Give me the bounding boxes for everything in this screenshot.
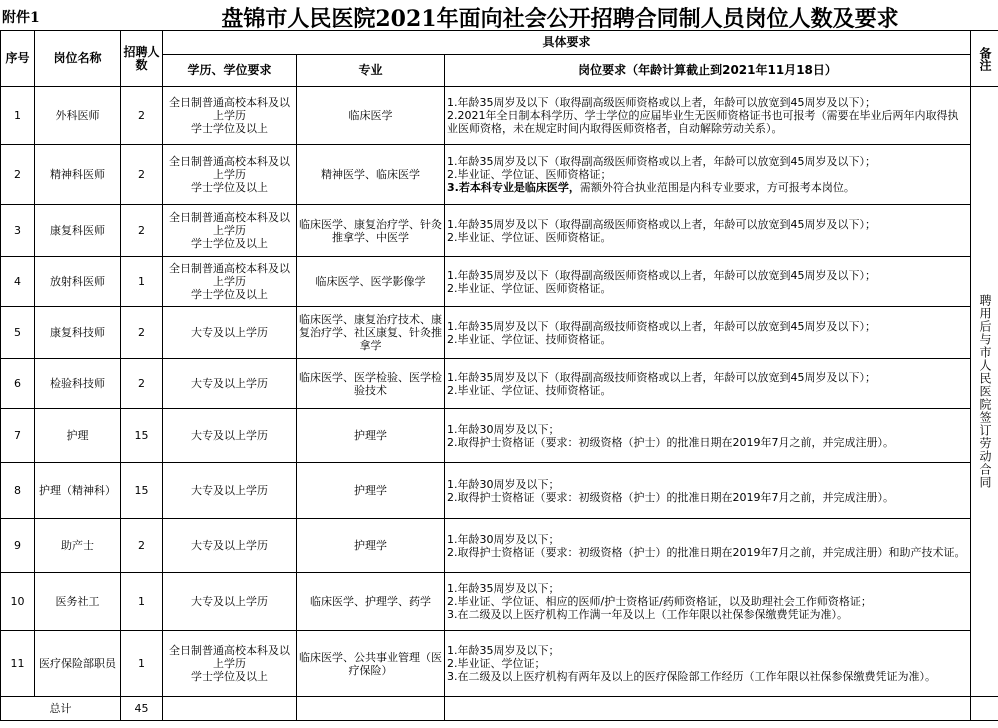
row-seq: 5: [1, 307, 35, 359]
requirement-line: 1.年龄30周岁及以下；: [447, 532, 560, 546]
row-count: 1: [121, 631, 163, 697]
row-major: 护理学: [297, 409, 445, 463]
row-seq: 1: [1, 87, 35, 145]
row-education: 大专及以上学历: [163, 409, 297, 463]
row-count: 15: [121, 463, 163, 519]
empty-cell: [163, 697, 297, 721]
requirement-line: 1.年龄35周岁及以下（取得副高级医师资格或以上者，年龄可以放宽到45周岁及以下）；: [447, 155, 876, 168]
row-position: 康复科医师: [35, 205, 121, 257]
row-requirements: [445, 145, 971, 205]
row-requirements: [445, 87, 971, 145]
row-count: 2: [121, 87, 163, 145]
col-requirements-header: 岗位要求（年龄计算截止到2021年11月18日）: [445, 55, 971, 87]
row-requirements: [445, 205, 971, 257]
table-row: [1, 409, 998, 463]
row-seq: 8: [1, 463, 35, 519]
row-seq: 7: [1, 409, 35, 463]
table-row: [1, 307, 998, 359]
table-row: [1, 145, 998, 205]
table-row: [1, 359, 998, 409]
requirement-line: 3.若本科专业是临床医学，需额外符合执业范围是内科专业要求，方可报考本岗位。: [447, 181, 855, 194]
table-row: [1, 257, 998, 307]
row-requirements: [445, 519, 971, 573]
requirement-line: 1.年龄35周岁及以下（取得副高级技师资格或以上者，年龄可以放宽到45周岁及以下）；: [447, 370, 876, 384]
row-position: 康复科技师: [35, 307, 121, 359]
row-seq: 6: [1, 359, 35, 409]
row-major: 临床医学、医学检验、医学检验技术: [297, 359, 445, 409]
requirement-line: 1.年龄35周岁及以下；: [447, 582, 560, 595]
row-requirements: [445, 463, 971, 519]
requirement-line: 2.毕业证、学位证、医师资格证；: [447, 168, 612, 181]
requirement-line: 2.2021年全日制本科学历、学士学位的应届毕业生无医师资格证书也可报考（需要在毕业后两年内取得执业医师资格，未在规定时间内取得医师资格者，自动解除劳动关系）。: [447, 109, 959, 135]
col-education-header: 学历、学位要求: [163, 55, 297, 87]
row-education: 全日制普通高校本科及以上学历 学士学位及以上: [163, 145, 297, 205]
empty-cell: [971, 697, 998, 721]
row-count: 2: [121, 519, 163, 573]
requirement-line: 2.毕业证、学位证、相应的医师/护士资格证/药师资格证，以及助理社会工作师资格证；: [447, 595, 872, 608]
row-requirements: [445, 257, 971, 307]
row-position: 外科医师: [35, 87, 121, 145]
requirement-line: 2.取得护士资格证（要求：初级资格（护士）的批准日期在2019年7月之前，并完成注册）和助产技术证。: [447, 545, 966, 559]
requirement-line: 1.年龄35周岁及以下（取得副高级医师资格或以上者，年龄可以放宽到45周岁及以下）；: [447, 268, 876, 282]
total-row: [1, 697, 998, 721]
row-count: 1: [121, 573, 163, 631]
row-count: 2: [121, 307, 163, 359]
row-requirements: [445, 573, 971, 631]
page-header: [0, 0, 998, 30]
row-major: 临床医学、康复治疗技术、康复治疗学、社区康复、针灸推拿学: [297, 307, 445, 359]
row-major: 精神医学、临床医学: [297, 145, 445, 205]
requirement-line: 2.取得护士资格证（要求：初级资格（护士）的批准日期在2019年7月之前，并完成注册）。: [447, 490, 894, 504]
page-title: 盘锦市人民医院2021年面向社会公开招聘合同制人员岗位人数及要求: [221, 6, 899, 32]
col-major-header: 专业: [297, 55, 445, 87]
table-row: [1, 205, 998, 257]
row-count: 1: [121, 257, 163, 307]
total-label: 总计: [1, 697, 121, 721]
total-value: 45: [121, 697, 163, 721]
requirement-line: 2.毕业证、学位证、医师资格证。: [447, 281, 612, 295]
requirement-line: 1.年龄30周岁及以下；: [447, 422, 560, 436]
row-major: 临床医学: [297, 87, 445, 145]
row-major: 护理学: [297, 463, 445, 519]
empty-cell: [297, 697, 445, 721]
row-education: 大专及以上学历: [163, 573, 297, 631]
row-count: 2: [121, 205, 163, 257]
requirement-line: 1.年龄35周岁及以下（取得副高级医师资格或以上者，年龄可以放宽到45周岁及以下）；: [447, 96, 876, 109]
requirement-line: 3.在二级及以上医疗机构有两年及以上的医疗保险部工作经历（工作年限以社保参保缴费凭证为准）。: [447, 670, 936, 683]
row-education: 全日制普通高校本科及以上学历 学士学位及以上: [163, 87, 297, 145]
requirement-line: 1.年龄30周岁及以下；: [447, 477, 560, 491]
requirement-line: 2.取得护士资格证（要求：初级资格（护士）的批准日期在2019年7月之前，并完成注册）。: [447, 435, 894, 449]
row-requirements: [445, 631, 971, 697]
row-position: 精神科医师: [35, 145, 121, 205]
row-education: 大专及以上学历: [163, 307, 297, 359]
row-count: 15: [121, 409, 163, 463]
row-count: 2: [121, 145, 163, 205]
requirement-line: 2.毕业证、学位证、医师资格证。: [447, 230, 612, 244]
remark-cell: 聘用后与市人民医院签订劳动合同: [971, 87, 998, 697]
requirement-line: 2.毕业证、学位证、技师资格证。: [447, 383, 612, 397]
row-count: 2: [121, 359, 163, 409]
row-education: 大专及以上学历: [163, 359, 297, 409]
col-position-header: 岗位名称: [35, 31, 121, 87]
col-seq-header: 序号: [1, 31, 35, 87]
table-row: [1, 87, 998, 145]
row-major: 临床医学、医学影像学: [297, 257, 445, 307]
row-position: 放射科医师: [35, 257, 121, 307]
row-seq: 4: [1, 257, 35, 307]
row-position: 护理: [35, 409, 121, 463]
row-requirements: [445, 409, 971, 463]
row-requirements: [445, 359, 971, 409]
row-major: 临床医学、康复治疗学、针灸推拿学、中医学: [297, 205, 445, 257]
row-education: 全日制普通高校本科及以上学历 学士学位及以上: [163, 631, 297, 697]
specific-requirements-header: 具体要求: [163, 31, 971, 55]
requirement-line: 2.毕业证、学位证、技师资格证。: [447, 332, 612, 346]
requirement-line: 3.在二级及以上医疗机构工作满一年及以上（工作年限以社保参保缴费凭证为准）。: [447, 608, 848, 621]
requirement-line: 2.毕业证、学位证；: [447, 657, 546, 670]
row-seq: 10: [1, 573, 35, 631]
row-seq: 9: [1, 519, 35, 573]
row-position: 医务社工: [35, 573, 121, 631]
row-education: 全日制普通高校本科及以上学历 学士学位及以上: [163, 257, 297, 307]
row-position: 检验科技师: [35, 359, 121, 409]
requirement-line: 1.年龄35周岁及以下（取得副高级技师资格或以上者，年龄可以放宽到45周岁及以下）；: [447, 319, 876, 333]
row-major: 临床医学、公共事业管理（医疗保险）: [297, 631, 445, 697]
table-row: [1, 573, 998, 631]
table-row: [1, 519, 998, 573]
requirement-line: 1.年龄35周岁及以下；: [447, 644, 560, 657]
table-row: [1, 631, 998, 697]
row-position: 医疗保险部职员: [35, 631, 121, 697]
row-seq: 3: [1, 205, 35, 257]
row-major: 临床医学、护理学、药学: [297, 573, 445, 631]
requirement-line: 1.年龄35周岁及以下（取得副高级医师资格或以上者，年龄可以放宽到45周岁及以下）；: [447, 217, 876, 231]
empty-cell: [445, 697, 971, 721]
row-education: 大专及以上学历: [163, 519, 297, 573]
recruitment-table: [0, 30, 998, 721]
attachment-label: 附件1: [2, 10, 40, 26]
row-seq: 11: [1, 631, 35, 697]
row-position: 助产士: [35, 519, 121, 573]
row-seq: 2: [1, 145, 35, 205]
row-education: 大专及以上学历: [163, 463, 297, 519]
row-requirements: [445, 307, 971, 359]
col-count-header: 招聘人数: [121, 31, 163, 87]
table-row: [1, 463, 998, 519]
row-education: 全日制普通高校本科及以上学历 学士学位及以上: [163, 205, 297, 257]
row-major: 护理学: [297, 519, 445, 573]
row-position: 护理（精神科）: [35, 463, 121, 519]
col-remark-header: 备注: [971, 31, 998, 87]
